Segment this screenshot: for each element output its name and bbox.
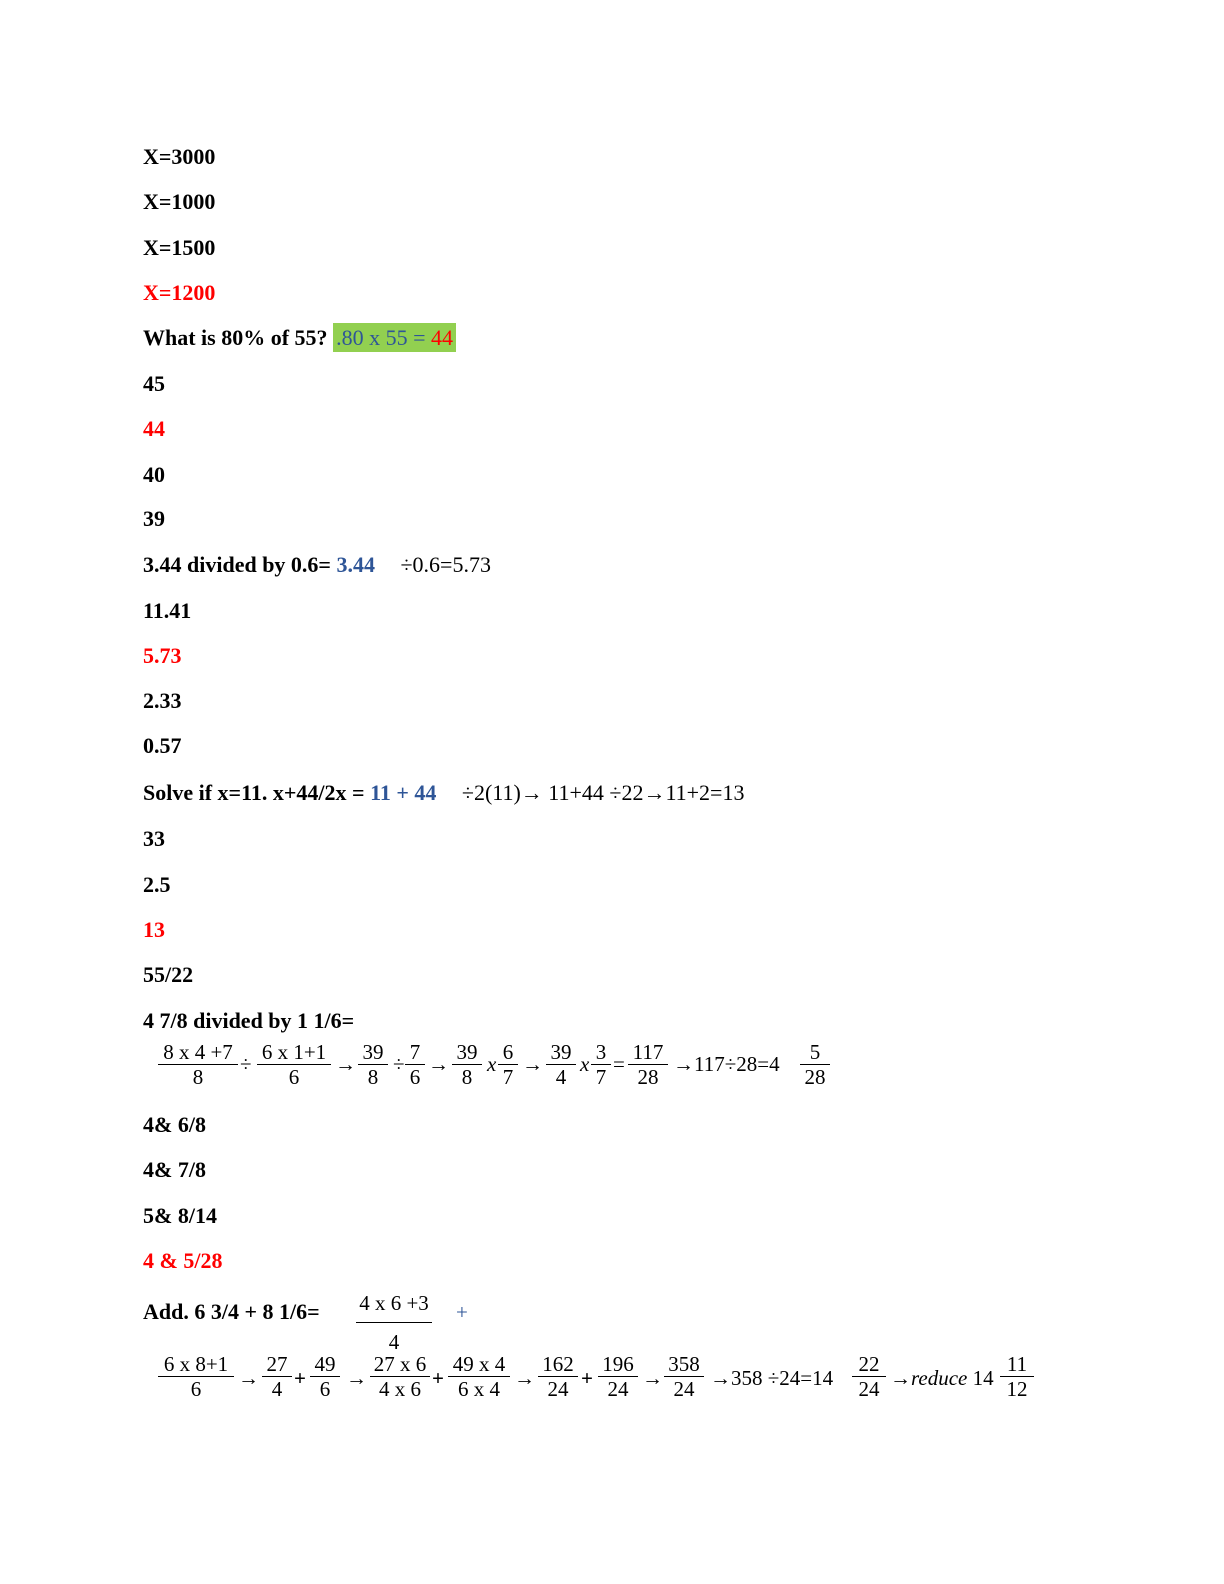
division-result: →117÷28=4 <box>673 1052 780 1076</box>
plus-sign: + <box>432 1366 444 1390</box>
divide-sign: ÷ <box>393 1052 405 1076</box>
correct-answer: 44 <box>143 416 165 441</box>
answer-option: 55/22 <box>143 962 194 987</box>
fraction: $\frac{39}{8}$ <box>452 1040 482 1089</box>
fraction: $\frac{6 x 1+1}{6}$ <box>257 1040 331 1089</box>
fraction: $\frac{6 x 8+1}{6}$ <box>158 1352 234 1401</box>
fraction: $\frac{49 x 4}{6 x 4}$ <box>448 1352 510 1401</box>
fraction: $\frac{27 x 6}{4 x 6}$ <box>370 1352 430 1401</box>
question-division <box>143 552 491 578</box>
answer-option: 40 <box>143 462 165 487</box>
plus-sign: + <box>294 1366 306 1390</box>
question-text: 3.44 divided by 0.6= <box>143 552 331 577</box>
correct-answer: X=1200 <box>143 280 216 305</box>
divide-sign: ÷ <box>240 1052 252 1076</box>
fraction: $\frac{6}{7}$ <box>498 1040 518 1089</box>
answer-option: 2.33 <box>143 688 182 713</box>
work-expression: .80 x 55 = <box>336 325 431 350</box>
answer-option: 4& 7/8 <box>143 1157 206 1182</box>
answer-option: 2.5 <box>143 872 171 897</box>
work-expression: ÷0.6=5.73 <box>400 552 491 577</box>
fraction: $\frac{27}{4}$ <box>262 1352 292 1401</box>
arrow: → <box>335 1052 356 1076</box>
question-mixed-division: 4 7/8 divided by 1 1/6= <box>143 1008 355 1033</box>
question-80-percent <box>143 325 456 351</box>
work-expression: ÷2(11)→ 11+44 ÷22→11+2=13 <box>461 780 745 805</box>
fraction: $\frac{5}{28}$ <box>800 1040 830 1089</box>
fraction: $\frac{196}{24}$ <box>598 1352 638 1401</box>
arrow: → <box>238 1366 259 1390</box>
answer-option: X=3000 <box>143 144 216 169</box>
answer-option: 4& 6/8 <box>143 1112 206 1137</box>
answer-option: X=1500 <box>143 235 216 260</box>
answer-option: 45 <box>143 371 165 396</box>
correct-answer: 5.73 <box>143 643 182 668</box>
work-number: 3.44 <box>336 552 375 577</box>
fraction: $\frac{7}{6}$ <box>405 1040 425 1089</box>
fraction: $\frac{4 x 6 +3}{4}$ <box>356 1284 432 1361</box>
equals-sign: = <box>613 1052 625 1076</box>
fraction: $\frac{49}{6}$ <box>310 1352 340 1401</box>
question-solve-x <box>143 780 744 806</box>
arrow: → <box>346 1366 367 1390</box>
times-sign: x <box>487 1052 497 1076</box>
fraction: $\frac{8 x 4 +7}{8}$ <box>158 1040 238 1089</box>
fraction: $\frac{117}{28}$ <box>628 1040 668 1089</box>
addition-result: →358 ÷24=14 <box>710 1366 834 1390</box>
work-number: 11 + 44 <box>370 780 437 805</box>
highlighted-work <box>333 323 456 352</box>
answer-option: 33 <box>143 826 165 851</box>
answer-option: X=1000 <box>143 189 216 214</box>
arrow: → <box>890 1366 911 1390</box>
answer-option: 0.57 <box>143 733 182 758</box>
answer-option: 39 <box>143 506 165 531</box>
arrow: → <box>428 1052 449 1076</box>
arrow: → <box>642 1366 663 1390</box>
correct-answer: 4 & 5/28 <box>143 1248 223 1273</box>
fraction: $\frac{11}{12}$ <box>1000 1352 1034 1401</box>
fraction: $\frac{39}{4}$ <box>546 1040 576 1089</box>
plus-sign: + <box>581 1366 593 1390</box>
reduce-step <box>890 1366 994 1390</box>
fraction: $\frac{3}{7}$ <box>591 1040 611 1089</box>
fraction: $\frac{22}{24}$ <box>852 1352 886 1401</box>
work-result: 44 <box>430 325 453 350</box>
question-text: Solve if x=11. x+44/2x = <box>143 780 365 805</box>
question-addition: Add. 6 3/4 + 8 1/6= <box>143 1299 320 1324</box>
question-text: What is 80% of 55? <box>143 325 328 350</box>
answer-option: 5& 8/14 <box>143 1203 217 1228</box>
reduce-label: reduce <box>911 1366 968 1390</box>
whole-number: 14 <box>967 1366 994 1390</box>
arrow: → <box>522 1052 543 1076</box>
times-sign: x <box>580 1052 590 1076</box>
arrow: → <box>514 1366 535 1390</box>
fraction: $\frac{358}{24}$ <box>664 1352 704 1401</box>
correct-answer: 13 <box>143 917 165 942</box>
answer-option: 11.41 <box>143 598 192 623</box>
fraction: $\frac{162}{24}$ <box>538 1352 578 1401</box>
fraction: $\frac{39}{8}$ <box>358 1040 388 1089</box>
plus-sign: + <box>456 1300 468 1324</box>
